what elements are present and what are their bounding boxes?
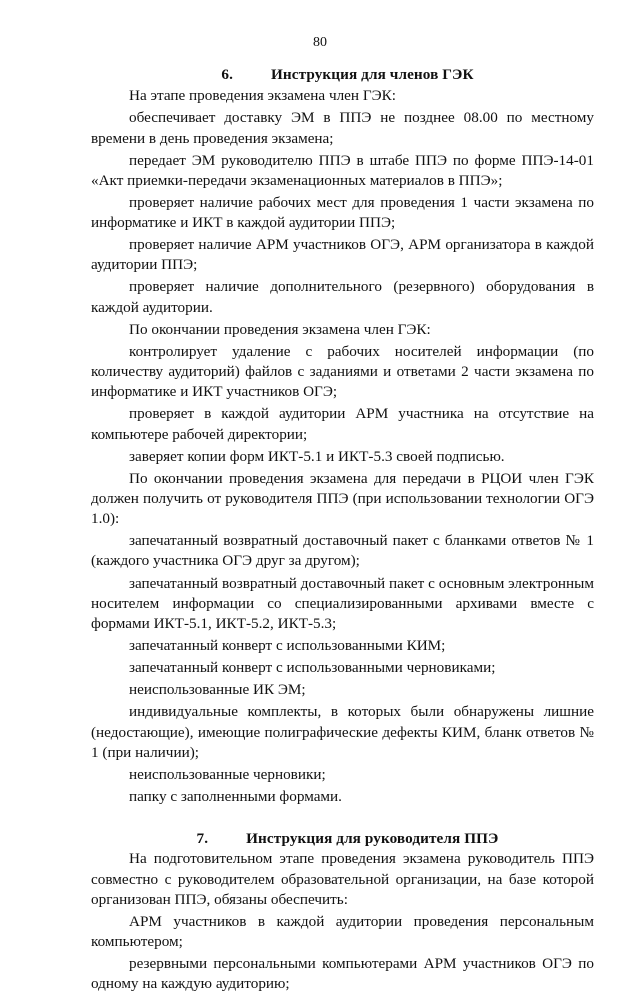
section-6-number: 6. (221, 66, 234, 83)
paragraph: контролирует удаление с рабочих носителей информации (по количеству аудиторий) файлов с заданиями и ответами 2 части экзамена по информатике и ИКТ участников ОГЭ; (91, 342, 594, 401)
paragraph: проверяет наличие АРМ участников ОГЭ, АРМ организатора в каждой аудитории ППЭ; (91, 236, 594, 274)
section-7-title: Инструкция для руководителя ППЭ (246, 830, 499, 848)
paragraph: запечатанный конверт с использованными черновиками; (129, 659, 496, 677)
paragraph: запечатанный возвратный доставочный пакет с основным электронным носителем информации со специализированными архивами вместе с формами ИКТ-5.1, ИКТ-5.2, ИКТ-5.3; (91, 574, 594, 632)
paragraph: проверяет наличие рабочих мест для проведения 1 части экзамена по информатике и ИКТ в каждой аудитории ППЭ; (91, 193, 594, 232)
paragraph: неиспользованные черновики; (129, 765, 326, 783)
paragraph: На этапе проведения экзамена член ГЭК: (129, 87, 396, 105)
section-6-body (91, 86, 594, 807)
paragraph: На подготовительном этапе проведения экзамена руководитель ППЭ совместно с руководителем образовательной организации, на базе которой организован ППЭ, обязаны обеспечить: (91, 850, 594, 908)
section-6-heading (101, 65, 594, 85)
paragraph: неиспользованные ИК ЭМ; (129, 681, 306, 699)
paragraph: проверяет в каждой аудитории АРМ участника на отсутствие на компьютере рабочей директории; (91, 405, 594, 443)
section-7-heading (101, 829, 594, 849)
paragraph: запечатанный конверт с использованными КИМ; (129, 637, 446, 655)
page-number: 80 (313, 35, 327, 50)
paragraph: По окончании проведения экзамена для передачи в РЦОИ член ГЭК должен получить от руководителя ППЭ (при использовании технологии ОГЭ 1.0): (91, 469, 594, 528)
paragraph: обеспечивает доставку ЭМ в ППЭ не позднее 08.00 по местному времени в день проведения экзамена; (91, 109, 594, 147)
paragraph: индивидуальные комплекты, в которых были обнаружены лишние (недостающие), имеющие полиграфические дефекты КИМ, бланк ответов № 1 (при наличии); (91, 703, 594, 761)
paragraph: передает ЭМ руководителю ППЭ в штабе ППЭ по форме ППЭ-14-01 «Акт приемки-передачи экзаменационных материалов в ППЭ»; (91, 151, 594, 189)
paragraph: запечатанный возвратный доставочный пакет с бланками ответов № 1 (каждого участника ОГЭ друг за другом); (91, 532, 594, 570)
section-7-number: 7. (196, 830, 209, 848)
paragraph: По окончании проведения экзамена член ГЭК: (129, 320, 431, 338)
document-body (91, 65, 594, 996)
paragraph: АРМ участников в каждой аудитории проведения персональным компьютером; (91, 912, 594, 951)
paragraph: резервными персональными компьютерами АРМ участников ОГЭ по одному на каждую аудиторию; (91, 955, 594, 993)
paragraph: заверяет копии форм ИКТ-5.1 и ИКТ-5.3 своей подписью. (129, 447, 505, 465)
paragraph: папку с заполненными формами. (129, 787, 342, 805)
section-6-title: Инструкция для членов ГЭК (271, 66, 474, 83)
section-7-body (91, 849, 594, 994)
paragraph: проверяет наличие дополнительного (резервного) оборудования в каждой аудитории. (91, 278, 594, 316)
